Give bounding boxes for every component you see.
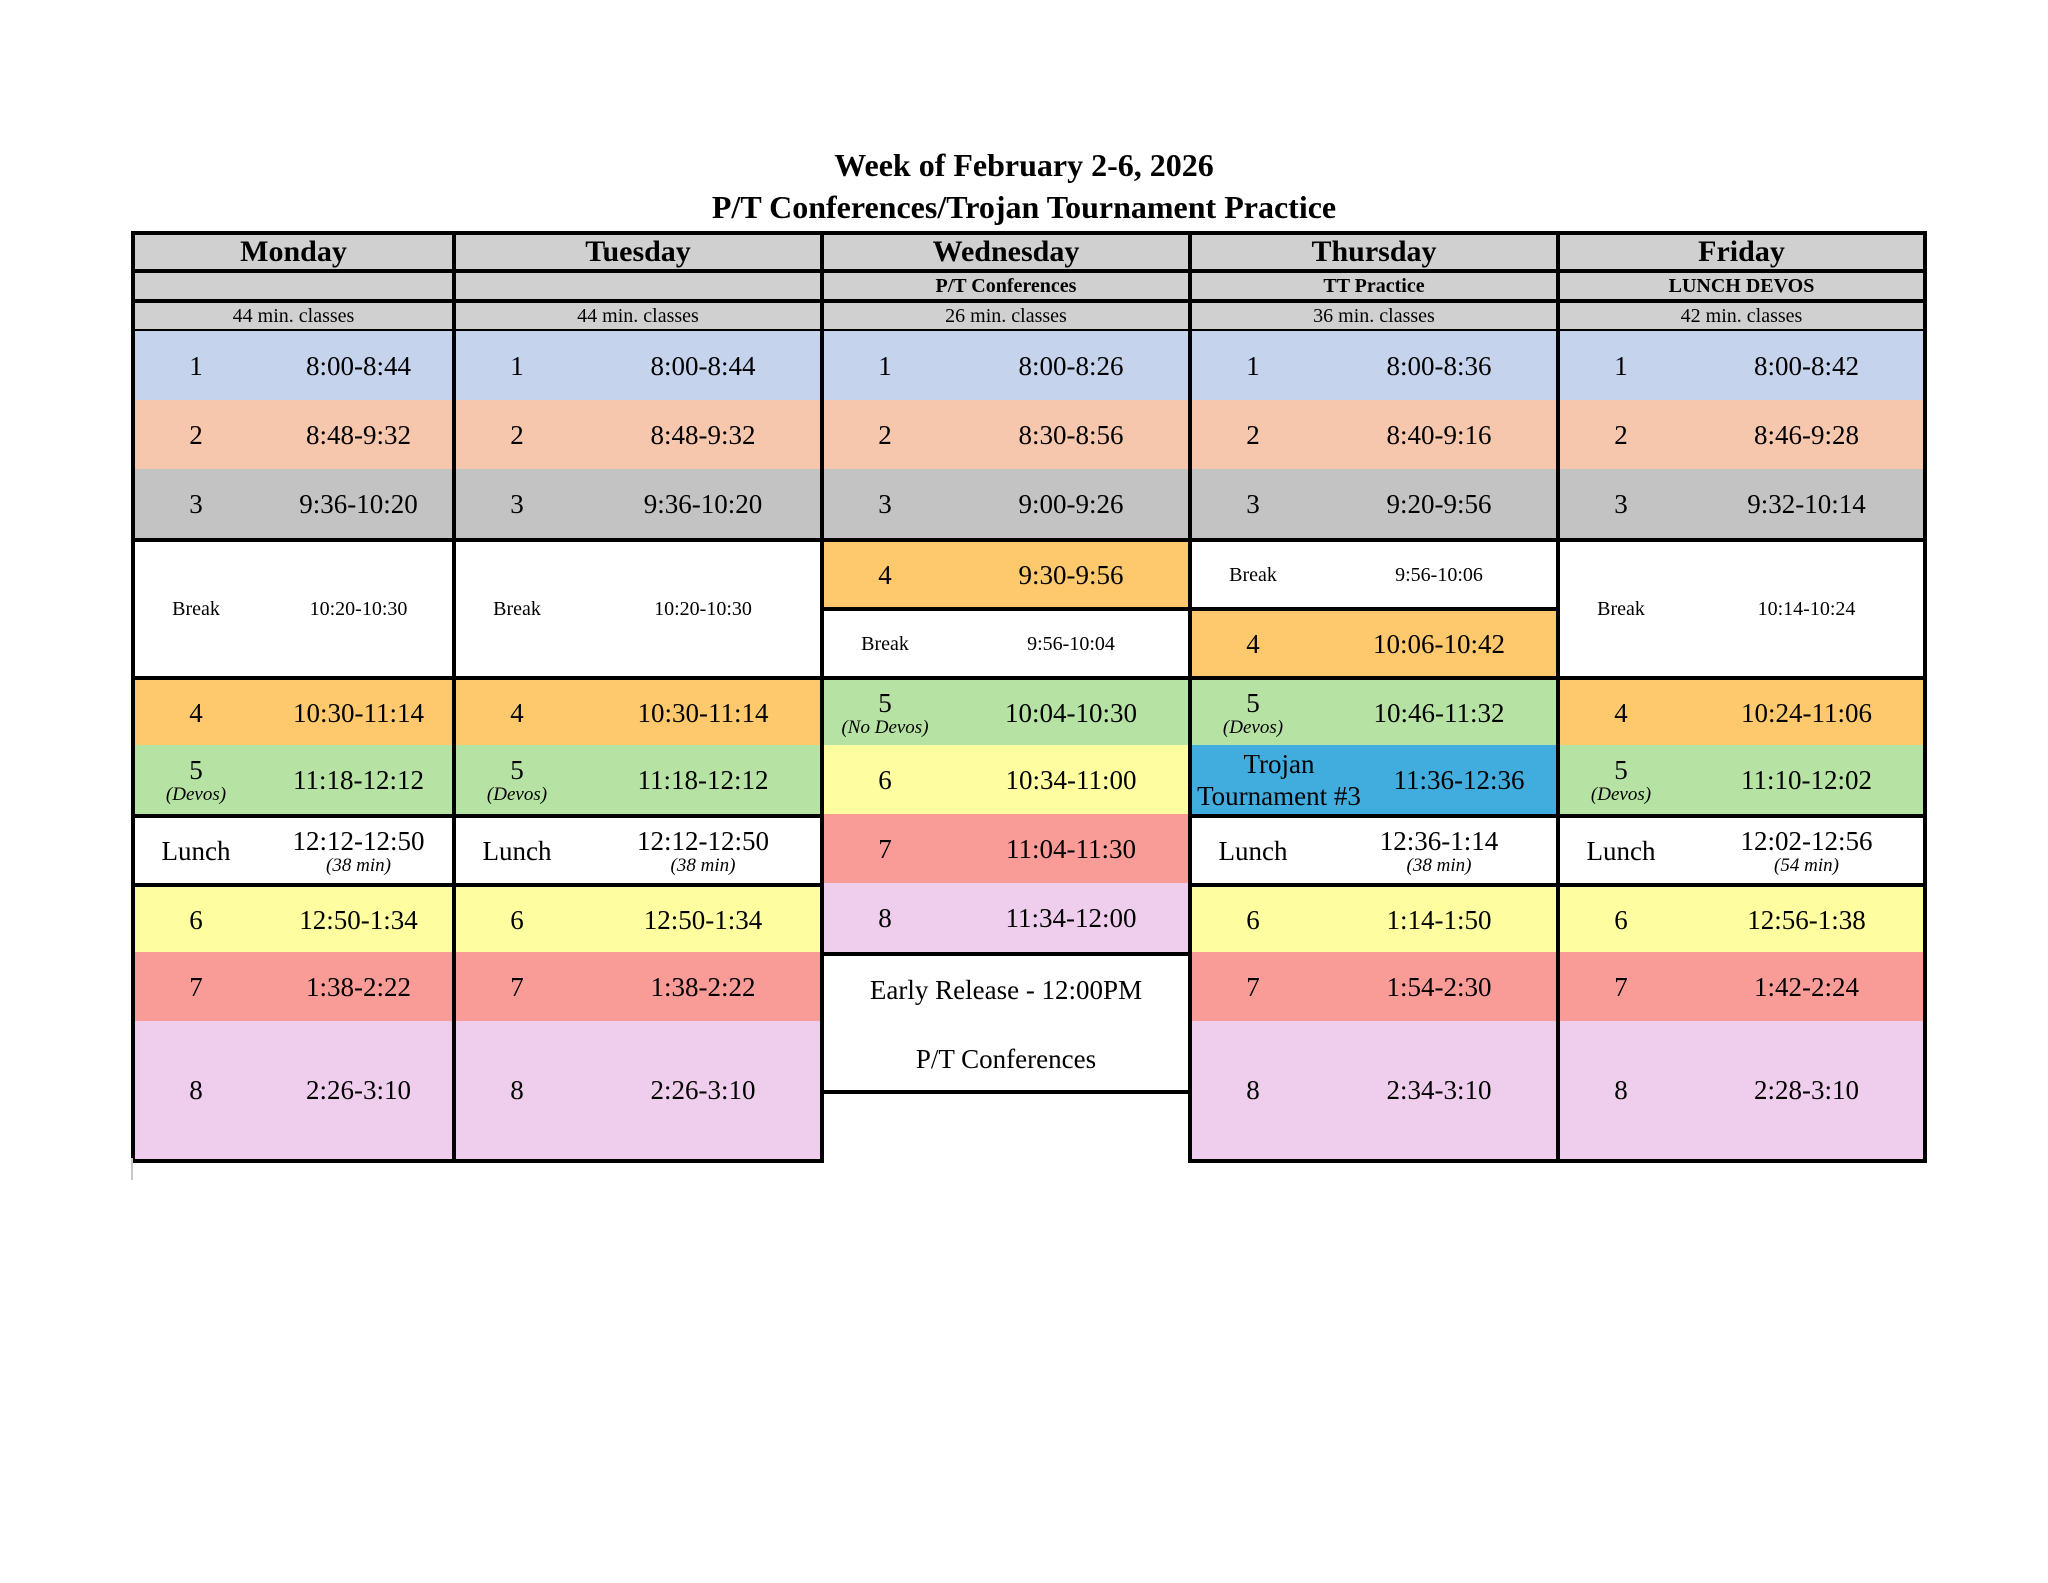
period-label-text: 6 <box>510 904 524 935</box>
period-time-text: 11:04-11:30 <box>1006 833 1136 864</box>
period-label-text: 3 <box>189 488 203 519</box>
period-label-text: 1 <box>878 350 892 381</box>
period-label <box>1556 952 1686 1021</box>
schedule-row-period-6 <box>820 745 1192 814</box>
period-label-text: 3 <box>1246 488 1260 519</box>
schedule-row-lunch <box>1188 814 1560 887</box>
period-time-text: 12:50-1:34 <box>299 904 418 935</box>
period-label <box>1188 469 1318 538</box>
class-length: 42 min. classes <box>1556 299 1927 333</box>
schedule-row-period-8 <box>1188 1021 1560 1163</box>
schedule-row-lunch <box>1556 814 1927 887</box>
period-label <box>820 611 950 676</box>
period-time-text: 10:14-10:24 <box>1757 598 1856 620</box>
period-time-text: 9:20-9:56 <box>1386 488 1492 519</box>
period-time <box>1686 818 1927 883</box>
period-time-text: 1:38-2:22 <box>306 971 411 1002</box>
day-header: Monday <box>131 231 456 273</box>
period-time <box>1686 469 1927 538</box>
period-label <box>1556 1021 1686 1159</box>
schedule-row-period-2 <box>820 400 1192 469</box>
period-time <box>1318 469 1560 538</box>
schedule-row-period-2 <box>1556 400 1927 469</box>
day-header: Friday <box>1556 231 1927 273</box>
day-column-wednesday <box>820 231 1192 1231</box>
schedule-row-break <box>1188 538 1560 611</box>
schedule-row-period-3 <box>820 469 1192 542</box>
early-release-note <box>820 956 1192 1094</box>
schedule-row-lunch <box>452 814 824 887</box>
schedule-row-period-7 <box>1188 952 1560 1021</box>
schedule-row-period-5 <box>820 676 1192 745</box>
period-label <box>452 887 582 952</box>
period-label <box>820 400 950 469</box>
period-label <box>452 469 582 538</box>
class-length: 36 min. classes <box>1188 299 1560 333</box>
period-time-text: 8:00-8:44 <box>650 350 756 381</box>
period-time <box>950 542 1192 607</box>
period-label <box>1188 680 1318 745</box>
schedule-row-break <box>820 607 1192 680</box>
period-label-text: 2 <box>878 419 892 450</box>
schedule-row-period-1 <box>820 331 1192 400</box>
period-label-text: 7 <box>878 833 892 864</box>
schedule-row-lunch <box>131 814 456 887</box>
period-time <box>950 331 1192 400</box>
period-time <box>261 331 456 400</box>
period-label-text: Break <box>493 598 541 620</box>
day-note <box>452 269 824 303</box>
period-time <box>261 887 456 952</box>
period-time <box>1358 745 1560 814</box>
period-time-text: 10:20-10:30 <box>654 598 752 620</box>
period-time-text: 10:46-11:32 <box>1373 697 1505 728</box>
class-length: 44 min. classes <box>452 299 824 333</box>
period-label <box>1556 680 1686 745</box>
period-time-text: 8:48-9:32 <box>650 419 756 450</box>
period-note: (Devos) <box>1590 783 1652 805</box>
period-time <box>1686 542 1927 676</box>
period-time <box>950 469 1192 538</box>
schedule-row-break <box>452 538 824 680</box>
period-time-text: 8:40-9:16 <box>1386 419 1492 450</box>
period-time <box>582 952 824 1021</box>
period-time <box>582 745 824 814</box>
period-label <box>452 542 582 676</box>
period-time-text: 11:18-12:12 <box>637 764 769 795</box>
period-time-text: 12:12-12:50 <box>292 825 425 856</box>
period-time <box>950 883 1192 952</box>
schedule-row-period-6 <box>452 883 824 952</box>
lunch-duration: (54 min) <box>1774 854 1839 876</box>
period-time <box>1318 1021 1560 1159</box>
period-label <box>1556 745 1686 814</box>
period-time-text: 9:30-9:56 <box>1018 559 1124 590</box>
period-label <box>820 745 950 814</box>
period-time <box>1318 331 1560 400</box>
period-time-text: 10:20-10:30 <box>309 598 408 620</box>
period-time <box>582 331 824 400</box>
period-label <box>452 818 582 883</box>
lunch-duration: (38 min) <box>670 854 736 876</box>
period-label-text: Break <box>1229 563 1277 586</box>
schedule-row-period-6 <box>131 883 456 952</box>
period-time <box>950 745 1192 814</box>
period-time <box>582 1021 824 1159</box>
period-label-text: 5 <box>878 687 892 718</box>
period-label-text: 2 <box>510 419 524 450</box>
period-label-text: 5 <box>1246 687 1260 718</box>
day-note: P/T Conferences <box>820 269 1192 303</box>
period-label-text: Lunch <box>1218 835 1288 866</box>
period-label <box>131 542 261 676</box>
schedule-row-period-5 <box>1556 745 1927 814</box>
period-time-text: 11:18-12:12 <box>293 764 424 795</box>
page-subtitle: P/T Conferences/Trojan Tournament Practice <box>711 189 1337 225</box>
period-label-text: 6 <box>189 904 203 935</box>
day-note <box>131 269 456 303</box>
page-title: Week of February 2-6, 2026 <box>834 147 1214 183</box>
schedule-row-period-4 <box>131 676 456 745</box>
period-time-text: 10:30-11:14 <box>637 697 769 728</box>
period-label <box>1188 818 1318 883</box>
schedule-row-period-7 <box>1556 952 1927 1021</box>
period-time <box>261 1021 456 1159</box>
schedule-row-period-5 <box>1188 676 1560 745</box>
period-label <box>452 1021 582 1159</box>
schedule-row-trojan-tournament-3 <box>1188 745 1560 818</box>
period-time <box>950 814 1192 883</box>
day-note: TT Practice <box>1188 269 1560 303</box>
period-time-text: 9:32-10:14 <box>1747 488 1866 519</box>
period-label <box>1188 611 1318 676</box>
schedule-row-period-1 <box>1188 331 1560 400</box>
day-header: Tuesday <box>452 231 824 273</box>
period-label-text: Trojan Tournament #3 <box>1197 748 1361 811</box>
period-note: (Devos) <box>165 783 227 805</box>
period-time-text: 9:56-10:06 <box>1395 563 1483 586</box>
period-time <box>1686 887 1927 952</box>
period-time-text: 12:50-1:34 <box>643 904 763 935</box>
period-label <box>1556 331 1686 400</box>
period-label-text: 4 <box>878 559 892 590</box>
period-label <box>1556 542 1686 676</box>
period-label <box>1188 400 1318 469</box>
period-time-text: 10:30-11:14 <box>293 697 424 728</box>
period-time <box>1318 400 1560 469</box>
period-time-text: 8:46-9:28 <box>1754 419 1859 450</box>
period-time-text: 12:12-12:50 <box>637 825 769 856</box>
period-time-text: 11:10-12:02 <box>1741 764 1872 795</box>
period-time-text: 2:26-3:10 <box>650 1075 756 1105</box>
period-label-text: 4 <box>189 697 203 728</box>
schedule-row-period-1 <box>131 331 456 400</box>
schedule-row-period-8 <box>820 883 1192 956</box>
schedule-row-period-7 <box>820 814 1192 883</box>
period-label <box>452 331 582 400</box>
period-label <box>131 818 261 883</box>
period-time-text: 9:36-10:20 <box>643 488 763 519</box>
period-label-text: 8 <box>510 1075 524 1105</box>
period-label <box>452 952 582 1021</box>
period-time-text: 12:56-1:38 <box>1747 904 1866 935</box>
period-label <box>452 400 582 469</box>
period-label-text: 8 <box>1246 1075 1260 1105</box>
period-label-text: 4 <box>1246 628 1260 659</box>
period-label-text: 2 <box>189 419 203 450</box>
period-time <box>261 818 456 883</box>
period-time <box>261 680 456 745</box>
period-label-text: 4 <box>1614 697 1628 728</box>
period-time-text: 1:42-2:24 <box>1754 971 1859 1002</box>
period-label-text: 6 <box>1246 904 1260 935</box>
schedule-row-period-6 <box>1188 883 1560 952</box>
period-label <box>131 952 261 1021</box>
schedule-row-period-4 <box>1556 676 1927 745</box>
day-header: Wednesday <box>820 231 1192 273</box>
margin-rule <box>131 1158 133 1180</box>
period-time <box>582 887 824 952</box>
schedule-row-period-7 <box>131 952 456 1021</box>
day-column-monday <box>131 231 456 1231</box>
period-time-text: 11:36-12:36 <box>1393 764 1525 795</box>
lunch-duration: (38 min) <box>1406 854 1472 876</box>
period-time <box>582 818 824 883</box>
period-label-text: 1 <box>1246 350 1260 381</box>
period-time-text: 2:26-3:10 <box>306 1075 411 1105</box>
period-note: (Devos) <box>486 783 548 805</box>
period-label <box>131 331 261 400</box>
period-label <box>452 680 582 745</box>
period-label-text: 1 <box>1614 350 1628 381</box>
period-time <box>1318 611 1560 676</box>
period-label <box>820 542 950 607</box>
class-length: 26 min. classes <box>820 299 1192 333</box>
period-label <box>1556 469 1686 538</box>
period-time <box>1686 331 1927 400</box>
period-time-text: 10:06-10:42 <box>1373 628 1505 659</box>
early-release-line: Early Release - 12:00PM <box>869 975 1143 1005</box>
period-label-text: Lunch <box>482 835 552 866</box>
period-label-text: 8 <box>1614 1075 1628 1105</box>
period-label <box>1188 952 1318 1021</box>
period-time <box>261 952 456 1021</box>
period-label-text: 3 <box>510 488 524 519</box>
schedule-row-period-3 <box>452 469 824 542</box>
period-label-text: 6 <box>878 764 892 795</box>
period-label-text: 3 <box>1614 488 1628 519</box>
day-header: Thursday <box>1188 231 1560 273</box>
period-time-text: 10:24-11:06 <box>1741 697 1872 728</box>
period-time <box>582 680 824 745</box>
period-label <box>1188 887 1318 952</box>
period-label-text: 3 <box>878 488 892 519</box>
schedule-row-period-4 <box>820 538 1192 611</box>
schedule-row-period-5 <box>131 745 456 814</box>
schedule-row-period-4 <box>1188 607 1560 680</box>
period-label <box>1188 542 1318 607</box>
period-label <box>820 331 950 400</box>
period-label <box>1556 400 1686 469</box>
schedule-row-period-1 <box>452 331 824 400</box>
period-time <box>1686 952 1927 1021</box>
period-time <box>261 469 456 538</box>
period-time-text: 8:00-8:36 <box>1386 350 1492 381</box>
period-label-text: 7 <box>510 971 524 1002</box>
period-time <box>582 400 824 469</box>
schedule-row-period-3 <box>1188 469 1560 542</box>
period-label <box>131 680 261 745</box>
day-note: LUNCH DEVOS <box>1556 269 1927 303</box>
period-label-text: Lunch <box>161 835 231 866</box>
period-label-text: 5 <box>1614 754 1628 785</box>
period-label <box>131 1021 261 1159</box>
period-label-text: 7 <box>1246 971 1260 1002</box>
period-time <box>950 611 1192 676</box>
period-label <box>131 400 261 469</box>
period-label <box>820 814 950 883</box>
period-time-text: 1:38-2:22 <box>650 971 756 1002</box>
period-label <box>452 745 582 814</box>
period-time-text: 8:48-9:32 <box>306 419 411 450</box>
period-time-text: 9:56-10:04 <box>1027 632 1115 655</box>
period-label-text: Break <box>172 598 220 620</box>
period-time-text: 1:14-1:50 <box>1386 904 1492 935</box>
period-time-text: 12:36-1:14 <box>1379 825 1499 856</box>
period-time <box>1686 745 1927 814</box>
period-time <box>1318 542 1560 607</box>
period-time-text: 9:36-10:20 <box>299 488 418 519</box>
period-label-text: 5 <box>510 754 524 785</box>
period-time-text: 12:02-12:56 <box>1740 825 1873 856</box>
period-label <box>820 469 950 538</box>
period-time <box>582 542 824 676</box>
period-label <box>820 883 950 952</box>
period-time <box>261 542 456 676</box>
period-label-text: 8 <box>189 1075 203 1105</box>
period-time <box>950 400 1192 469</box>
schedule-row-period-1 <box>1556 331 1927 400</box>
class-length: 44 min. classes <box>131 299 456 333</box>
period-label <box>1188 1021 1318 1159</box>
period-label-text: Break <box>1597 598 1645 620</box>
schedule-row-period-8 <box>131 1021 456 1163</box>
period-label <box>1556 818 1686 883</box>
period-time-text: 8:00-8:26 <box>1018 350 1124 381</box>
lunch-duration: (38 min) <box>326 854 391 876</box>
day-column-tuesday <box>452 231 824 1231</box>
schedule-row-break <box>1556 538 1927 680</box>
schedule-row-period-2 <box>452 400 824 469</box>
period-time-text: 8:00-8:42 <box>1754 350 1859 381</box>
schedule-row-period-3 <box>131 469 456 542</box>
period-time <box>1318 887 1560 952</box>
period-label <box>131 887 261 952</box>
period-time-text: 2:34-3:10 <box>1386 1075 1492 1105</box>
day-column-friday <box>1556 231 1927 1231</box>
period-time <box>1686 1021 1927 1159</box>
period-label-text: 7 <box>189 971 203 1002</box>
period-time-text: 11:34-12:00 <box>1005 902 1137 933</box>
period-time-text: 1:54-2:30 <box>1386 971 1492 1002</box>
period-time <box>261 400 456 469</box>
period-time-text: 8:30-8:56 <box>1018 419 1124 450</box>
period-label-text: 6 <box>1614 904 1628 935</box>
period-label-text: 8 <box>878 902 892 933</box>
period-label-text: Lunch <box>1586 835 1656 866</box>
period-time-text: 10:34-11:00 <box>1005 764 1137 795</box>
period-label <box>1188 331 1318 400</box>
period-time-text: 8:00-8:44 <box>306 350 411 381</box>
period-label-text: Break <box>861 632 909 655</box>
period-label-text: 7 <box>1614 971 1628 1002</box>
schedule-row-period-6 <box>1556 883 1927 952</box>
period-label-text: 2 <box>1246 419 1260 450</box>
period-time <box>1318 818 1560 883</box>
period-time <box>950 680 1192 745</box>
schedule-row-period-7 <box>452 952 824 1021</box>
period-time-text: 10:04-10:30 <box>1005 697 1137 728</box>
period-time <box>261 745 456 814</box>
early-release-line: P/T Conferences <box>915 1044 1097 1074</box>
period-label-text: 4 <box>510 697 524 728</box>
period-time-text: 2:28-3:10 <box>1754 1075 1859 1105</box>
schedule-row-break <box>131 538 456 680</box>
schedule-row-period-8 <box>1556 1021 1927 1163</box>
period-note: (Devos) <box>1222 716 1284 738</box>
schedule-row-period-5 <box>452 745 824 814</box>
schedule-row-period-3 <box>1556 469 1927 542</box>
period-label <box>820 680 950 745</box>
schedule-row-period-2 <box>131 400 456 469</box>
period-time <box>1686 680 1927 745</box>
schedule-row-period-4 <box>452 676 824 745</box>
period-time <box>582 469 824 538</box>
period-label-text: 1 <box>189 350 203 381</box>
period-label-text: 5 <box>189 754 203 785</box>
period-time-text: 9:00-9:26 <box>1018 488 1124 519</box>
period-time <box>1318 952 1560 1021</box>
period-label <box>1556 887 1686 952</box>
period-label-text: 2 <box>1614 419 1628 450</box>
period-label-text: 1 <box>510 350 524 381</box>
period-time <box>1686 400 1927 469</box>
period-note: (No Devos) <box>841 716 929 738</box>
period-label <box>131 469 261 538</box>
period-label <box>131 745 261 814</box>
schedule-row-period-8 <box>452 1021 824 1163</box>
period-time <box>1318 680 1560 745</box>
schedule-row-period-2 <box>1188 400 1560 469</box>
day-column-thursday <box>1188 231 1560 1231</box>
